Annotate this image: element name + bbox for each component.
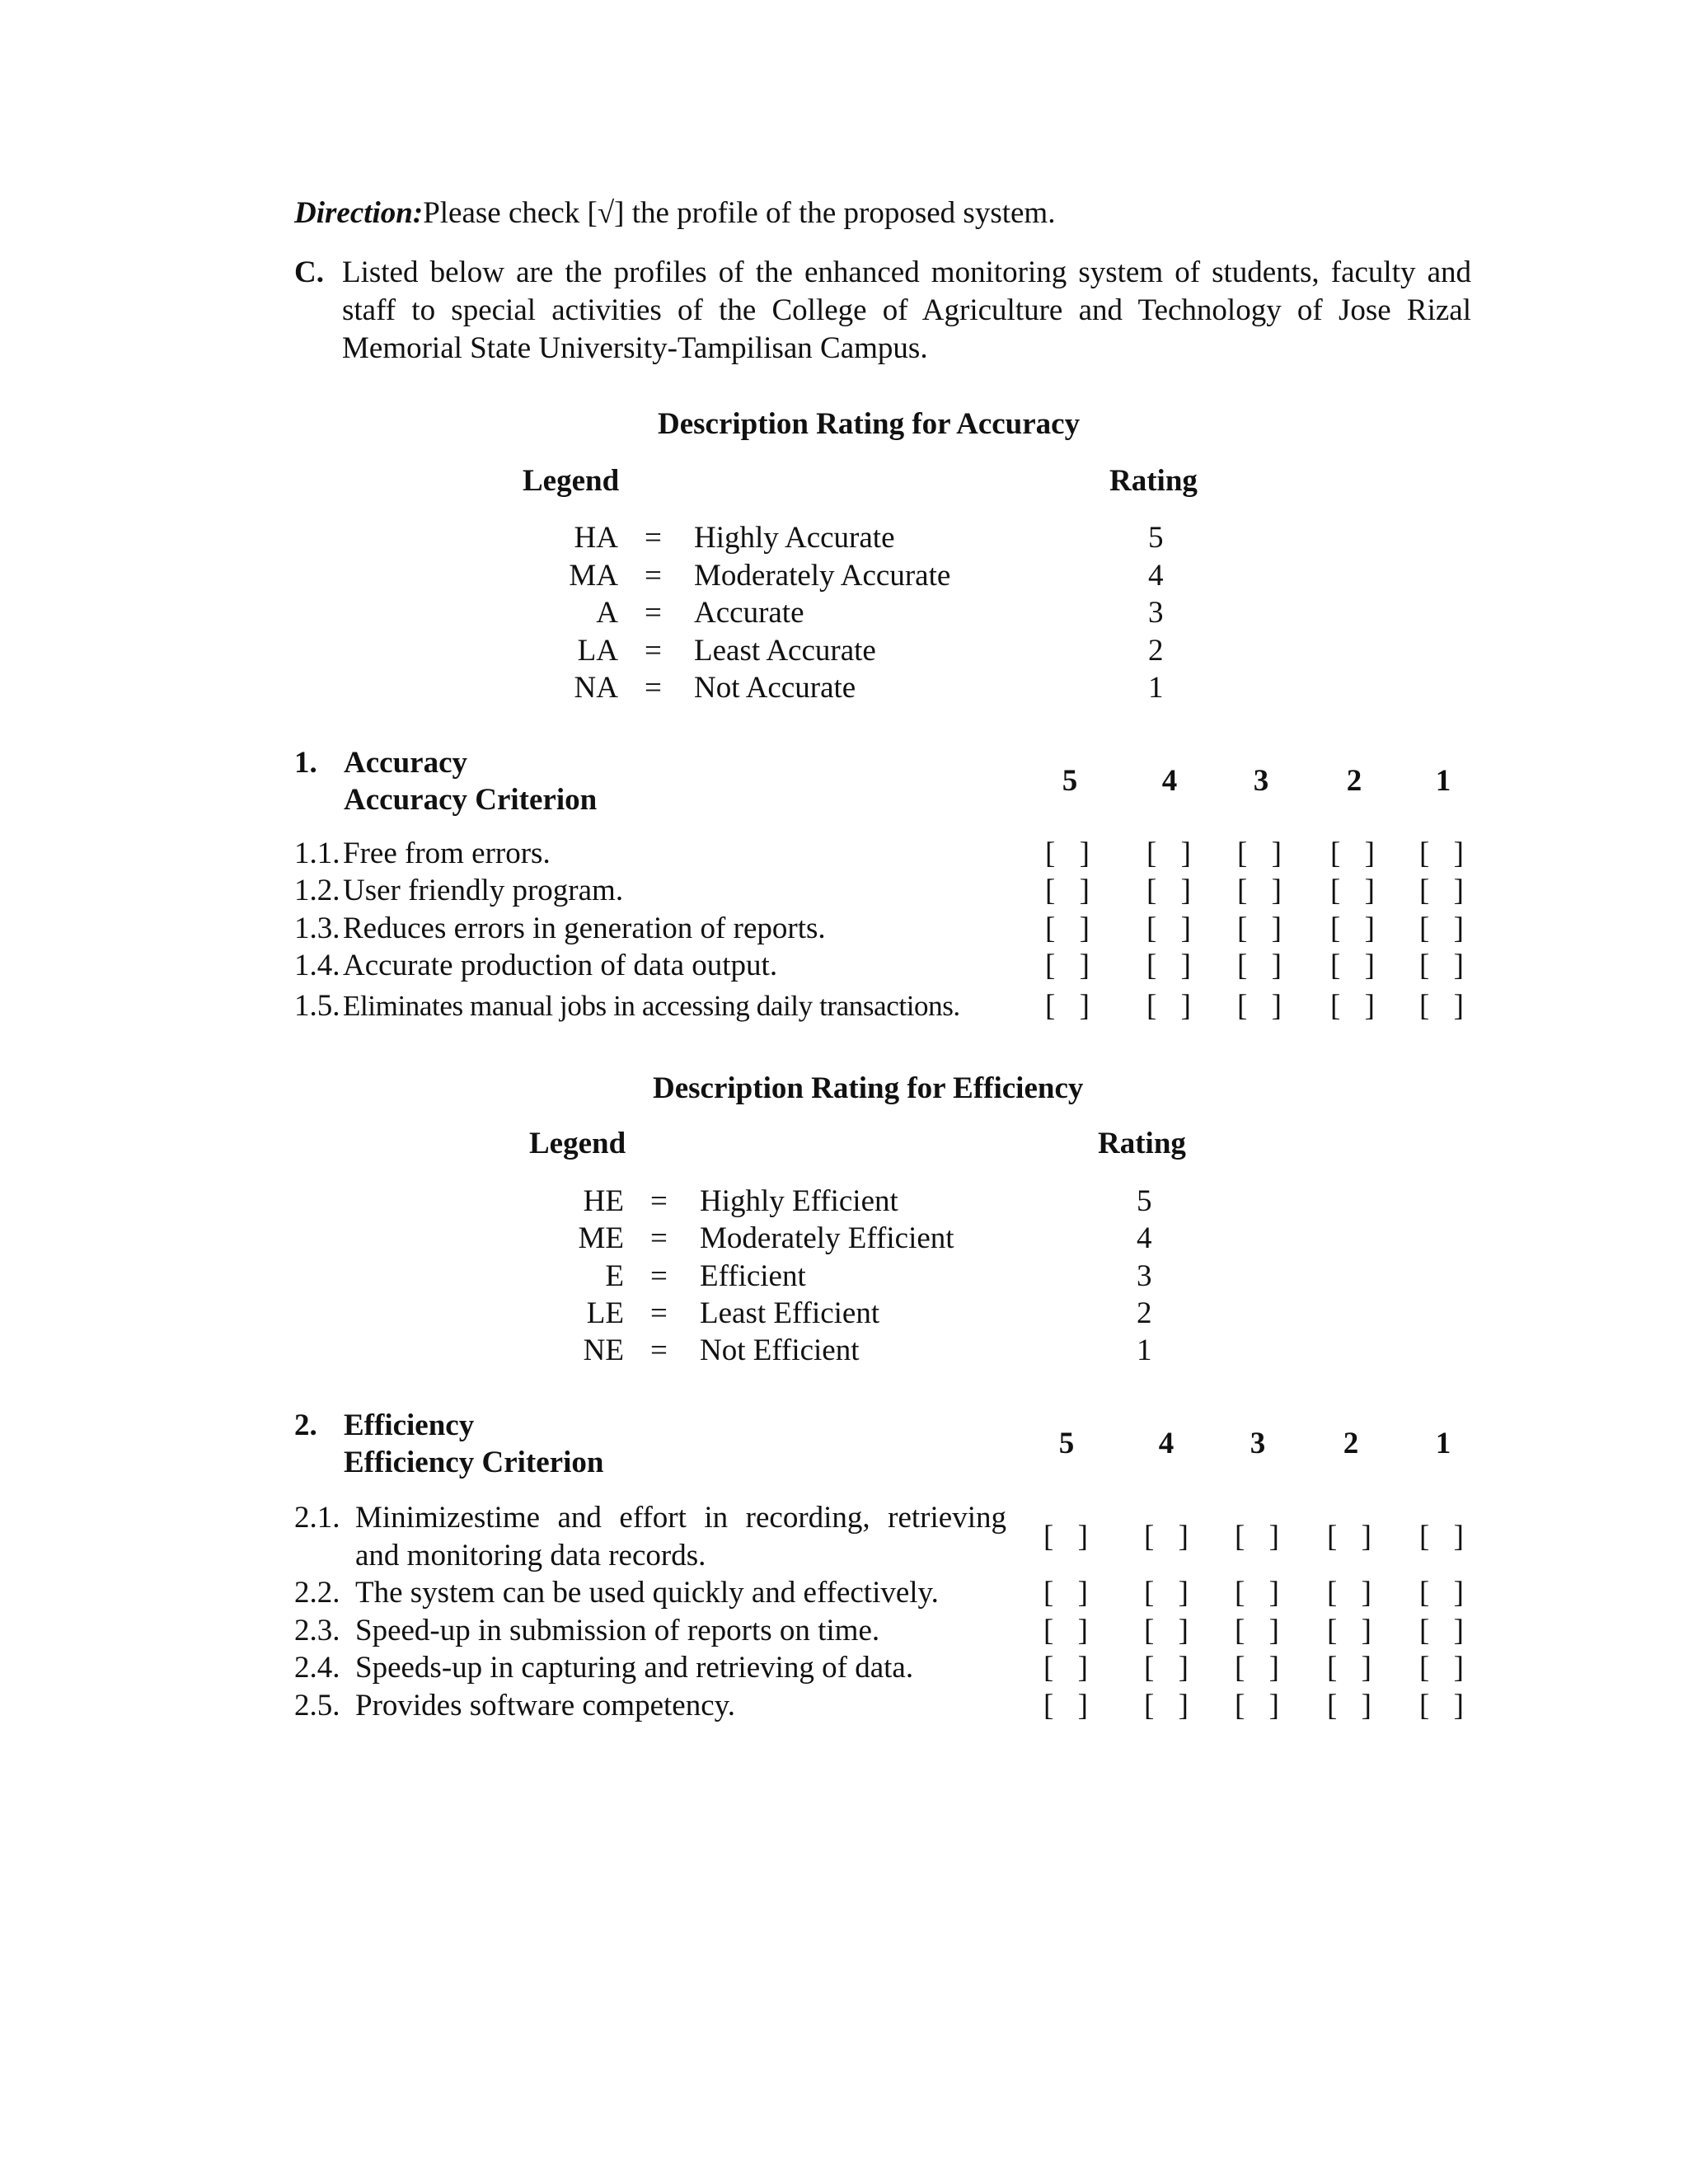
rating-checkbox-2[interactable]: [ ] bbox=[1327, 1689, 1380, 1722]
criterion-number: 2.1. bbox=[294, 1501, 340, 1535]
rating-checkbox-1[interactable]: [ ] bbox=[1419, 1520, 1472, 1554]
legend-rating: 2 bbox=[1148, 634, 1164, 668]
rating-checkbox-1[interactable]: [ ] bbox=[1419, 912, 1472, 945]
rating-checkbox-5[interactable]: [ ] bbox=[1043, 1576, 1096, 1610]
criterion-text: The system can be used quickly and effectively. bbox=[355, 1576, 939, 1610]
legend-equals: = bbox=[650, 1333, 668, 1367]
scale-header: 1 bbox=[1435, 1427, 1451, 1460]
accuracy-legend-label: Legend bbox=[523, 464, 620, 498]
rating-checkbox-2[interactable]: [ ] bbox=[1330, 912, 1383, 945]
criterion-number: 1.5. bbox=[294, 989, 340, 1023]
rating-checkbox-5[interactable]: [ ] bbox=[1045, 837, 1098, 870]
direction-line bbox=[294, 194, 1055, 232]
rating-checkbox-1[interactable]: [ ] bbox=[1419, 1614, 1472, 1647]
rating-checkbox-3[interactable]: [ ] bbox=[1235, 1689, 1287, 1722]
criterion-text: Accurate production of data output. bbox=[343, 949, 778, 982]
accuracy-heading: Description Rating for Accuracy bbox=[658, 407, 1081, 441]
accuracy-criterion-title: Accuracy Criterion bbox=[344, 783, 598, 817]
legend-equals: = bbox=[645, 596, 662, 630]
legend-code: ME bbox=[578, 1221, 624, 1255]
rating-checkbox-2[interactable]: [ ] bbox=[1330, 989, 1383, 1023]
rating-checkbox-4[interactable]: [ ] bbox=[1144, 1576, 1197, 1610]
rating-checkbox-5[interactable]: [ ] bbox=[1043, 1689, 1096, 1722]
legend-equals: = bbox=[650, 1259, 668, 1293]
criterion-number: 1.1. bbox=[294, 837, 340, 870]
scale-header: 3 bbox=[1250, 1427, 1266, 1460]
legend-rating: 4 bbox=[1148, 559, 1164, 593]
rating-checkbox-5[interactable]: [ ] bbox=[1045, 912, 1098, 945]
legend-rating: 5 bbox=[1137, 1184, 1152, 1218]
legend-equals: = bbox=[645, 634, 662, 668]
legend-equals: = bbox=[650, 1221, 668, 1255]
criterion-text: Reduces errors in generation of reports. bbox=[343, 912, 826, 945]
rating-checkbox-5[interactable]: [ ] bbox=[1043, 1520, 1096, 1554]
legend-desc: Least Accurate bbox=[694, 634, 876, 668]
direction-text: Please check [√] the profile of the proposed system. bbox=[423, 196, 1056, 230]
rating-checkbox-4[interactable]: [ ] bbox=[1144, 1689, 1197, 1722]
rating-checkbox-1[interactable]: [ ] bbox=[1419, 874, 1472, 907]
direction-label: Direction: bbox=[294, 196, 424, 230]
rating-checkbox-5[interactable]: [ ] bbox=[1043, 1614, 1096, 1647]
rating-checkbox-3[interactable]: [ ] bbox=[1237, 949, 1290, 982]
legend-desc: Efficient bbox=[700, 1259, 806, 1293]
rating-checkbox-4[interactable]: [ ] bbox=[1144, 1520, 1197, 1554]
rating-checkbox-4[interactable]: [ ] bbox=[1146, 949, 1199, 982]
efficiency-heading: Description Rating for Efficiency bbox=[653, 1071, 1084, 1105]
rating-checkbox-4[interactable]: [ ] bbox=[1146, 837, 1199, 870]
legend-rating: 1 bbox=[1148, 671, 1164, 705]
criterion-text: Minimizestime and effort in recording, retrieving and monitoring data records. bbox=[355, 1501, 1006, 1572]
accuracy-number: 1. bbox=[294, 746, 317, 780]
criterion-number: 2.5. bbox=[294, 1689, 340, 1722]
criterion-number: 2.4. bbox=[294, 1651, 340, 1685]
legend-desc: Moderately Efficient bbox=[700, 1221, 954, 1255]
rating-checkbox-5[interactable]: [ ] bbox=[1045, 949, 1098, 982]
scale-header: 1 bbox=[1435, 764, 1451, 798]
criterion-number: 1.4. bbox=[294, 949, 340, 982]
scale-header: 5 bbox=[1062, 764, 1078, 798]
legend-code: NE bbox=[583, 1333, 624, 1367]
accuracy-rating-label: Rating bbox=[1109, 464, 1198, 498]
rating-checkbox-3[interactable]: [ ] bbox=[1237, 837, 1290, 870]
legend-code: NA bbox=[574, 671, 618, 705]
rating-checkbox-1[interactable]: [ ] bbox=[1419, 949, 1472, 982]
efficiency-title: Efficiency bbox=[344, 1408, 475, 1442]
rating-checkbox-1[interactable]: [ ] bbox=[1419, 1689, 1472, 1722]
rating-checkbox-5[interactable]: [ ] bbox=[1045, 989, 1098, 1023]
rating-checkbox-1[interactable]: [ ] bbox=[1419, 1576, 1472, 1610]
rating-checkbox-3[interactable]: [ ] bbox=[1235, 1651, 1287, 1685]
rating-checkbox-1[interactable]: [ ] bbox=[1419, 989, 1472, 1023]
criterion-number: 2.3. bbox=[294, 1614, 340, 1647]
rating-checkbox-4[interactable]: [ ] bbox=[1146, 989, 1199, 1023]
criterion-number: 2.2. bbox=[294, 1576, 340, 1610]
rating-checkbox-3[interactable]: [ ] bbox=[1235, 1520, 1287, 1554]
efficiency-number: 2. bbox=[294, 1408, 317, 1442]
rating-checkbox-1[interactable]: [ ] bbox=[1419, 1651, 1472, 1685]
rating-checkbox-4[interactable]: [ ] bbox=[1146, 874, 1199, 907]
legend-code: HE bbox=[583, 1184, 624, 1218]
legend-rating: 4 bbox=[1137, 1221, 1152, 1255]
rating-checkbox-2[interactable]: [ ] bbox=[1330, 874, 1383, 907]
legend-desc: Highly Efficient bbox=[700, 1184, 898, 1218]
legend-desc: Highly Accurate bbox=[694, 521, 895, 555]
scale-header: 5 bbox=[1058, 1427, 1075, 1460]
rating-checkbox-2[interactable]: [ ] bbox=[1327, 1614, 1380, 1647]
legend-rating: 3 bbox=[1137, 1259, 1152, 1293]
rating-checkbox-3[interactable]: [ ] bbox=[1237, 912, 1290, 945]
legend-code: E bbox=[605, 1259, 624, 1293]
legend-equals: = bbox=[650, 1296, 668, 1330]
rating-checkbox-2[interactable]: [ ] bbox=[1327, 1576, 1380, 1610]
rating-checkbox-1[interactable]: [ ] bbox=[1419, 837, 1472, 870]
legend-rating: 5 bbox=[1148, 521, 1164, 555]
rating-checkbox-3[interactable]: [ ] bbox=[1235, 1614, 1287, 1647]
rating-checkbox-4[interactable]: [ ] bbox=[1144, 1651, 1197, 1685]
legend-code: HA bbox=[574, 521, 618, 555]
legend-desc: Least Efficient bbox=[700, 1296, 880, 1330]
rating-checkbox-3[interactable]: [ ] bbox=[1237, 874, 1290, 907]
legend-rating: 1 bbox=[1137, 1333, 1152, 1367]
scale-header: 2 bbox=[1346, 764, 1362, 798]
criterion-text: User friendly program. bbox=[343, 874, 624, 907]
rating-checkbox-2[interactable]: [ ] bbox=[1330, 949, 1383, 982]
efficiency-criterion-title: Efficiency Criterion bbox=[344, 1446, 604, 1479]
accuracy-title: Accuracy bbox=[344, 746, 467, 780]
rating-checkbox-4[interactable]: [ ] bbox=[1146, 912, 1199, 945]
criterion-number: 1.2. bbox=[294, 874, 340, 907]
legend-code: A bbox=[596, 596, 618, 630]
rating-checkbox-2[interactable]: [ ] bbox=[1330, 837, 1383, 870]
intro-paragraph bbox=[294, 254, 1471, 368]
legend-desc: Accurate bbox=[694, 596, 804, 630]
criterion-text: Free from errors. bbox=[343, 837, 551, 870]
scale-header: 2 bbox=[1343, 1427, 1359, 1460]
scale-header: 3 bbox=[1253, 764, 1269, 798]
rating-checkbox-3[interactable]: [ ] bbox=[1235, 1576, 1287, 1610]
intro-text: Listed below are the profiles of the enhanced monitoring system of students, faculty and staff to special activities of the College of Agriculture and Technology of Jose Rizal Memorial State University-Tampilisan Campus. bbox=[342, 255, 1471, 365]
criterion-text: Provides software competency. bbox=[355, 1689, 735, 1722]
efficiency-legend-label: Legend bbox=[529, 1127, 626, 1160]
rating-checkbox-4[interactable]: [ ] bbox=[1144, 1614, 1197, 1647]
legend-equals: = bbox=[645, 671, 662, 705]
legend-desc: Not Accurate bbox=[694, 671, 856, 705]
legend-desc: Not Efficient bbox=[700, 1333, 860, 1367]
rating-checkbox-3[interactable]: [ ] bbox=[1237, 989, 1290, 1023]
rating-checkbox-2[interactable]: [ ] bbox=[1327, 1651, 1380, 1685]
legend-rating: 2 bbox=[1137, 1296, 1152, 1330]
criterion-number: 1.3. bbox=[294, 912, 340, 945]
criterion-text: Eliminates manual jobs in accessing daily transactions. bbox=[343, 990, 960, 1022]
legend-desc: Moderately Accurate bbox=[694, 559, 951, 593]
criterion-text: Speeds-up in capturing and retrieving of data. bbox=[355, 1651, 914, 1685]
scale-header: 4 bbox=[1158, 1427, 1175, 1460]
rating-checkbox-5[interactable]: [ ] bbox=[1045, 874, 1098, 907]
legend-equals: = bbox=[645, 521, 662, 555]
legend-code: MA bbox=[569, 559, 618, 593]
intro-label: C. bbox=[294, 255, 324, 289]
efficiency-rating-label: Rating bbox=[1098, 1127, 1186, 1160]
rating-checkbox-5[interactable]: [ ] bbox=[1043, 1651, 1096, 1685]
legend-code: LA bbox=[577, 634, 618, 668]
criterion-text: Speed-up in submission of reports on time. bbox=[355, 1614, 880, 1647]
legend-equals: = bbox=[645, 559, 662, 593]
legend-equals: = bbox=[650, 1184, 668, 1218]
legend-code: LE bbox=[586, 1296, 624, 1330]
scale-header: 4 bbox=[1161, 764, 1178, 798]
legend-rating: 3 bbox=[1148, 596, 1164, 630]
rating-checkbox-2[interactable]: [ ] bbox=[1327, 1520, 1380, 1554]
